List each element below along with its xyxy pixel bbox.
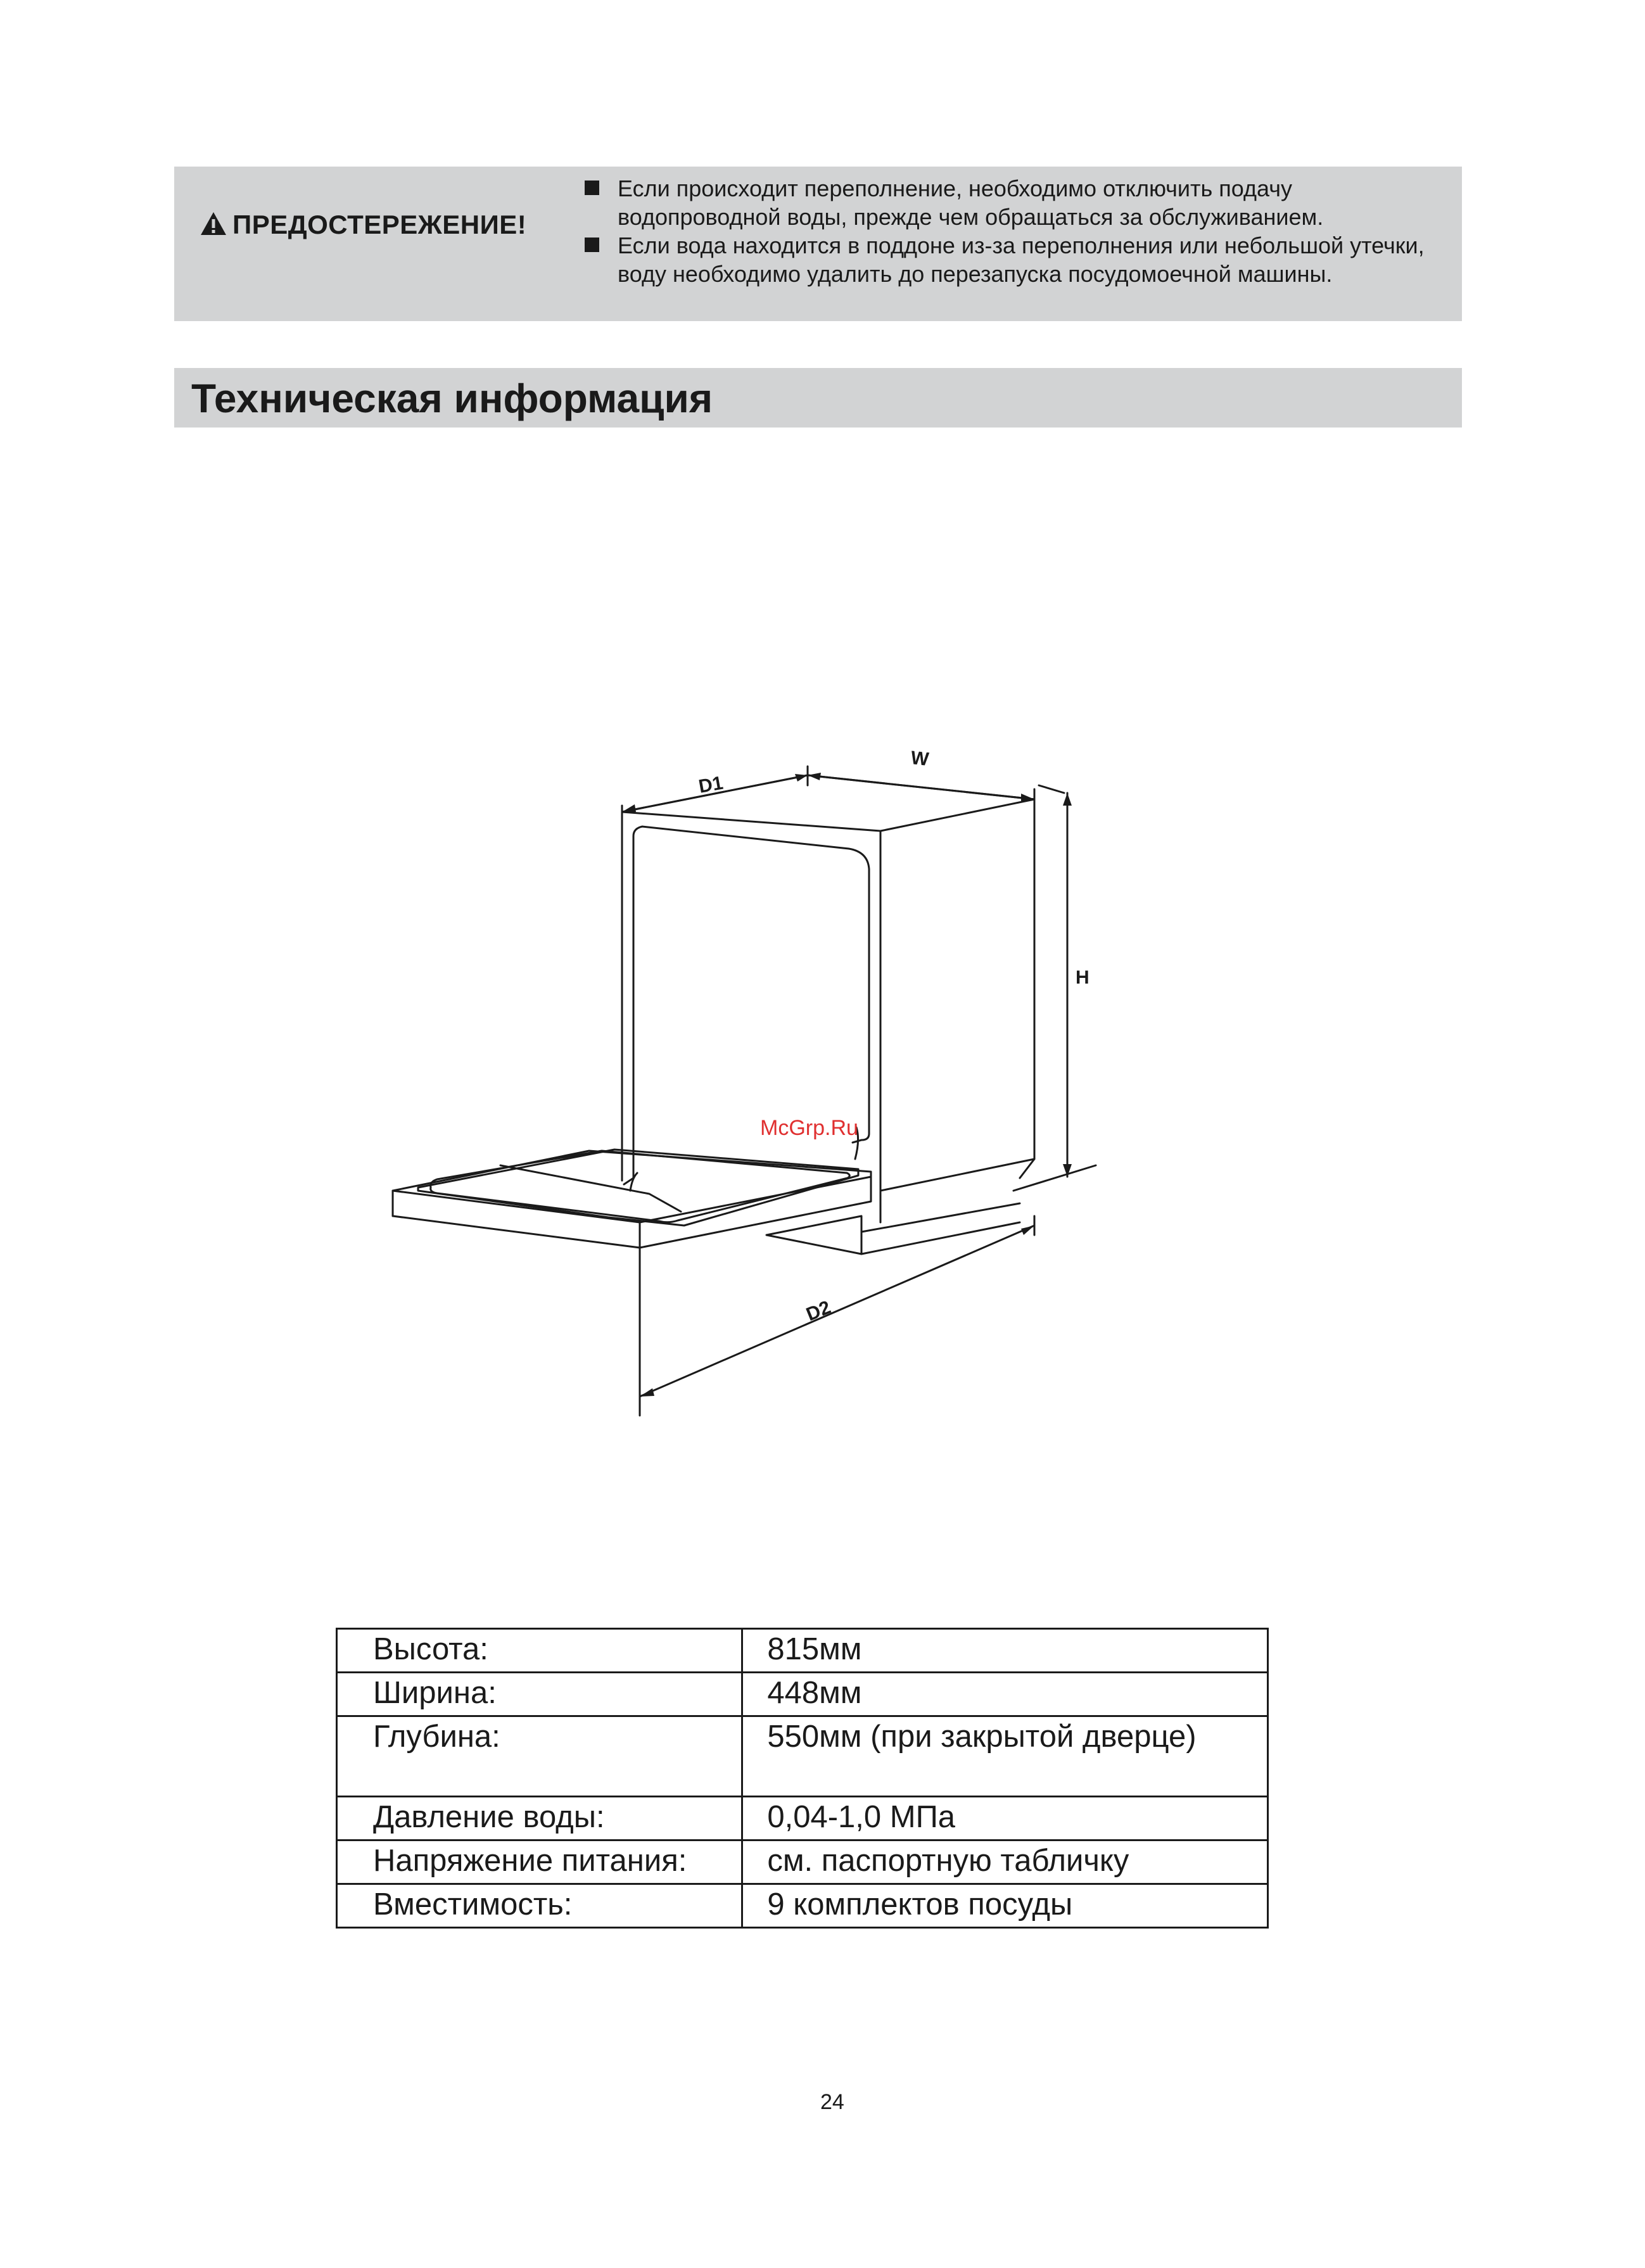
table-row — [337, 1716, 1268, 1797]
watermark: McGrp.Ru — [760, 1116, 858, 1140]
w-label: W — [910, 747, 930, 770]
spec-value: см. паспортную табличку — [742, 1840, 1268, 1884]
d1-label: D1 — [697, 772, 725, 797]
spec-label: Высота: — [337, 1629, 742, 1673]
spec-value: 448мм — [742, 1673, 1268, 1716]
table-row — [337, 1629, 1268, 1673]
warning-item-text: Если вода находится в поддоне из-за переполнения или небольшой утечки, воду необходимо удалить до перезапуска посудомоечной машины. — [618, 232, 1425, 287]
section-header — [174, 368, 1462, 428]
spec-label: Напряжение питания: — [337, 1840, 742, 1884]
square-bullet-icon — [585, 181, 599, 195]
warning-item — [585, 174, 1459, 231]
spec-table — [336, 1628, 1269, 1929]
d2-label: D2 — [803, 1296, 834, 1326]
spec-value: 550мм (при закрытой дверце) — [742, 1716, 1268, 1797]
h-label: H — [1076, 967, 1089, 988]
warning-item-text: Если происходит переполнение, необходимо отключить подачу водопроводной воды, прежде чем обращаться за обслуживанием. — [618, 175, 1324, 230]
spec-value: 815мм — [742, 1629, 1268, 1673]
table-row — [337, 1673, 1268, 1716]
dimension-diagram — [380, 722, 1127, 1425]
page-number: 24 — [820, 2090, 844, 2114]
warning-title-text: ПРЕДОСТЕРЕЖЕНИЕ! — [232, 210, 527, 239]
cabinet-top — [622, 772, 1034, 831]
cabinet-side — [880, 799, 1034, 1191]
spec-label: Давление воды: — [337, 1797, 742, 1840]
warning-triangle-icon — [200, 211, 227, 236]
h-dimension-line — [1013, 785, 1096, 1191]
spec-value: 9 комплектов посуды — [742, 1884, 1268, 1928]
spec-label: Глубина: — [337, 1716, 742, 1797]
square-bullet-icon — [585, 238, 599, 252]
d2-dimension-line — [640, 1216, 1034, 1416]
warning-item — [585, 231, 1459, 288]
spec-value: 0,04-1,0 МПа — [742, 1797, 1268, 1840]
door-panel — [418, 1150, 858, 1226]
warning-title — [200, 210, 526, 240]
warning-list — [585, 174, 1459, 288]
spec-label: Ширина: — [337, 1673, 742, 1716]
table-row — [337, 1797, 1268, 1840]
table-row — [337, 1884, 1268, 1928]
w-dimension-line — [808, 775, 1034, 808]
warning-box — [174, 167, 1462, 321]
spec-label: Вместимость: — [337, 1884, 742, 1928]
table-row — [337, 1840, 1268, 1884]
cabinet-base — [861, 1159, 1034, 1232]
section-title: Техническая информация — [191, 376, 713, 421]
